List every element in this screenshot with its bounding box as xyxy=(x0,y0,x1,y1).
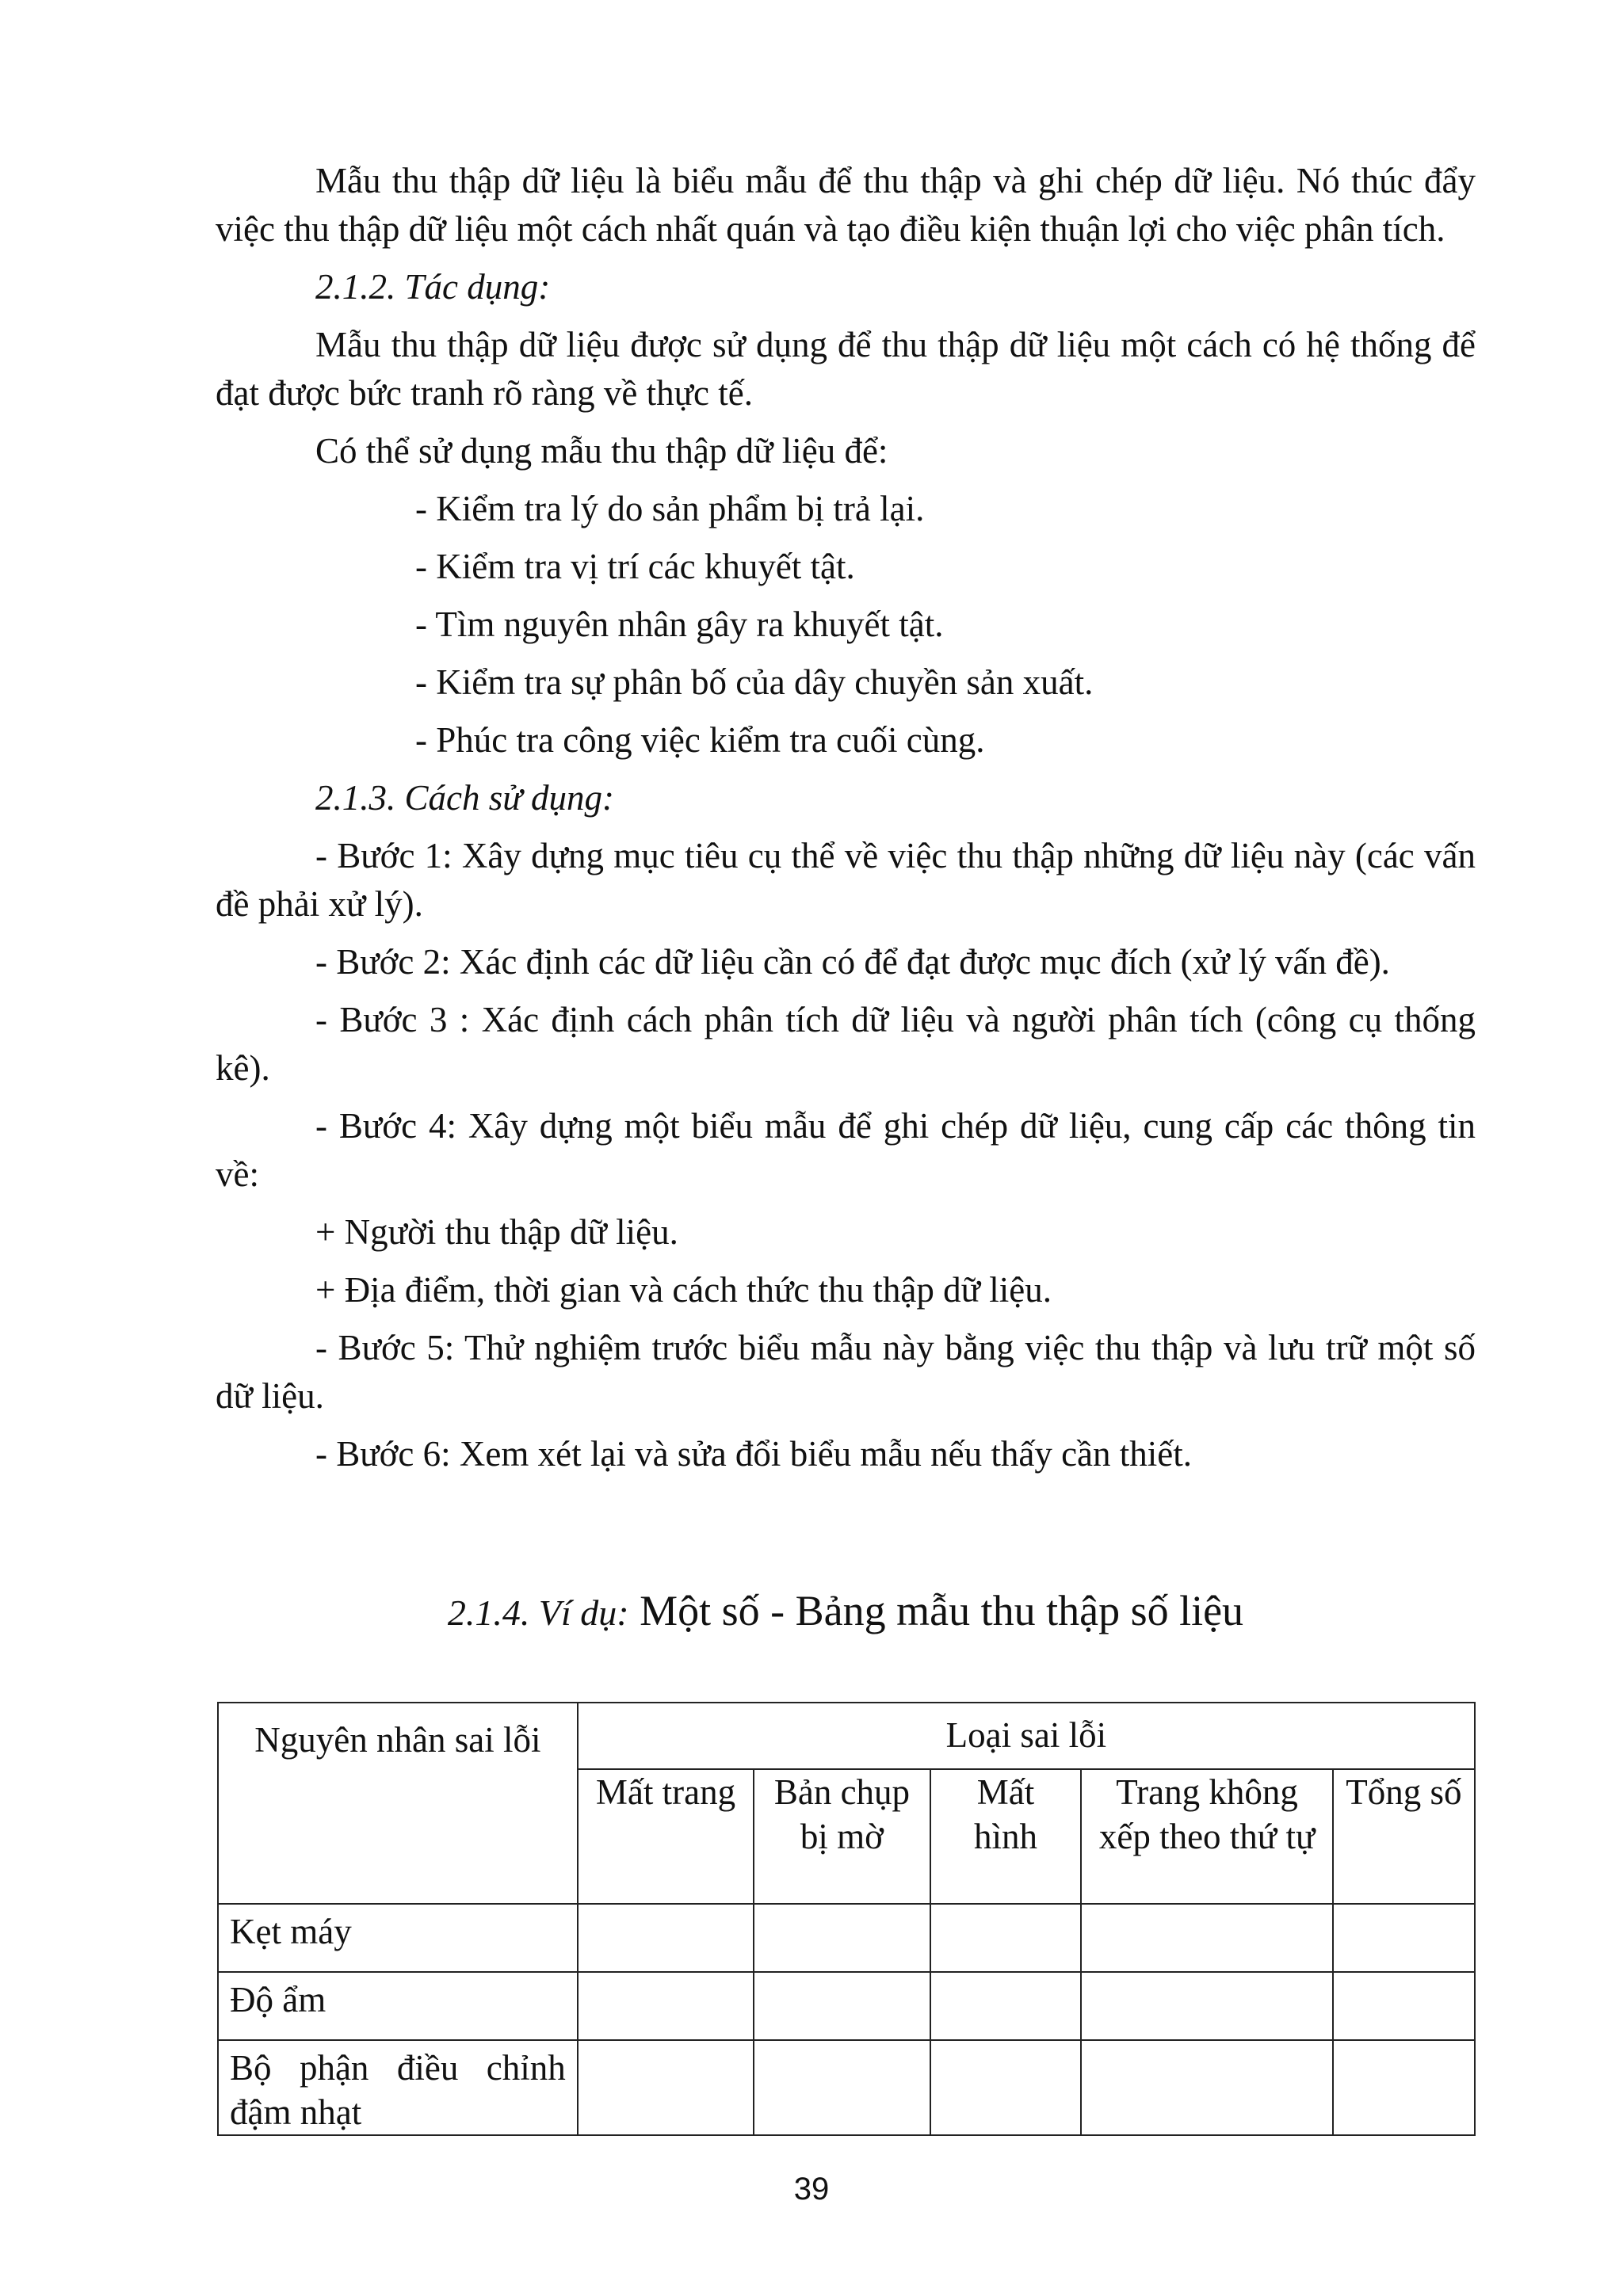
row-cause-label: Độ ẩm xyxy=(218,1972,578,2040)
usage-item: - Tìm nguyên nhân gây ra khuyết tật. xyxy=(415,605,944,644)
row-cause-label: Bộ phận điều chỉnh đậm nhạt xyxy=(218,2040,578,2135)
table-cell xyxy=(1333,2040,1475,2135)
usage-item: - Kiểm tra vị trí các khuyết tật. xyxy=(415,547,855,586)
table-cell xyxy=(578,1972,754,2040)
usage-item: - Kiểm tra lý do sản phẩm bị trả lại. xyxy=(415,489,925,528)
table-cell xyxy=(930,1972,1082,2040)
example-title-text: Một số - Bảng mẫu thu thập số liệu xyxy=(628,1587,1244,1634)
step-4-item-place-time: + Địa điểm, thời gian và cách thức thu thập dữ liệu. xyxy=(315,1270,1052,1310)
table-header-row xyxy=(218,1703,1475,1769)
table-cell xyxy=(1081,2040,1332,2135)
section-heading-2-1-3: 2.1.3. Cách sử dụng: xyxy=(315,778,615,818)
cause-header: Nguyên nhân sai lỗi xyxy=(218,1703,578,1904)
table-row xyxy=(218,1904,1475,1972)
step-5: - Bước 5: Thử nghiệm trước biểu mẫu này bằng việc thu thập và lưu trữ một số dữ liệu. xyxy=(216,1328,1476,1416)
row-cause-label: Kẹt máy xyxy=(218,1904,578,1972)
example-title xyxy=(216,1583,1476,1641)
table-cell xyxy=(578,1904,754,1972)
column-header: Bản chụp bị mờ xyxy=(754,1769,930,1904)
table-cell xyxy=(754,1972,930,2040)
example-label: 2.1.4. Ví dụ: xyxy=(447,1592,629,1633)
intro-paragraph: Mẫu thu thập dữ liệu là biểu mẫu để thu thập và ghi chép dữ liệu. Nó thúc đẩy việc thu thập dữ liệu một cách nhất quán và tạo điều kiện thuận lợi cho việc phân tích. xyxy=(216,161,1476,249)
step-2: - Bước 2: Xác định các dữ liệu cần có để đạt được mục đích (xử lý vấn đề). xyxy=(315,942,1390,982)
table-cell xyxy=(1333,1904,1475,1972)
page-number: 39 xyxy=(793,2172,830,2206)
type-header: Loại sai lỗi xyxy=(578,1703,1475,1769)
table-cell xyxy=(1333,1972,1475,2040)
table-cell xyxy=(754,2040,930,2135)
step-1: - Bước 1: Xây dựng mục tiêu cụ thể về việc thu thập những dữ liệu này (các vấn đề phải xử lý). xyxy=(216,836,1476,924)
effect-paragraph: Mẫu thu thập dữ liệu được sử dụng để thu thập dữ liệu một cách có hệ thống để đạt được bức tranh rõ ràng về thực tế. xyxy=(216,325,1476,413)
defect-table xyxy=(217,1702,1476,2136)
body-text xyxy=(216,157,1476,1488)
column-header: Mất trang xyxy=(578,1769,754,1904)
step-6: - Bước 6: Xem xét lại và sửa đổi biểu mẫu nếu thấy cần thiết. xyxy=(315,1434,1193,1474)
table-row xyxy=(218,2040,1475,2135)
table-cell xyxy=(754,1904,930,1972)
step-3: - Bước 3 : Xác định cách phân tích dữ liệu và người phân tích (công cụ thống kê). xyxy=(216,1000,1476,1088)
column-header: Tổng số xyxy=(1333,1769,1475,1904)
usage-item: - Phúc tra công việc kiểm tra cuối cùng. xyxy=(415,720,985,760)
column-header: Mất hình xyxy=(930,1769,1082,1904)
table-cell xyxy=(1081,1904,1332,1972)
step-4-item-collector: + Người thu thập dữ liệu. xyxy=(315,1212,678,1252)
table-row xyxy=(218,1972,1475,2040)
table-cell xyxy=(578,2040,754,2135)
section-heading-2-1-2: 2.1.2. Tác dụng: xyxy=(315,267,551,307)
table-cell xyxy=(1081,1972,1332,2040)
column-header: Trang không xếp theo thứ tự xyxy=(1081,1769,1332,1904)
table-cell xyxy=(930,1904,1082,1972)
usage-intro: Có thể sử dụng mẫu thu thập dữ liệu để: xyxy=(315,431,888,471)
table-cell xyxy=(930,2040,1082,2135)
step-4: - Bước 4: Xây dựng một biểu mẫu để ghi chép dữ liệu, cung cấp các thông tin về: xyxy=(216,1106,1476,1194)
usage-item: - Kiểm tra sự phân bố của dây chuyền sản xuất. xyxy=(415,662,1094,702)
